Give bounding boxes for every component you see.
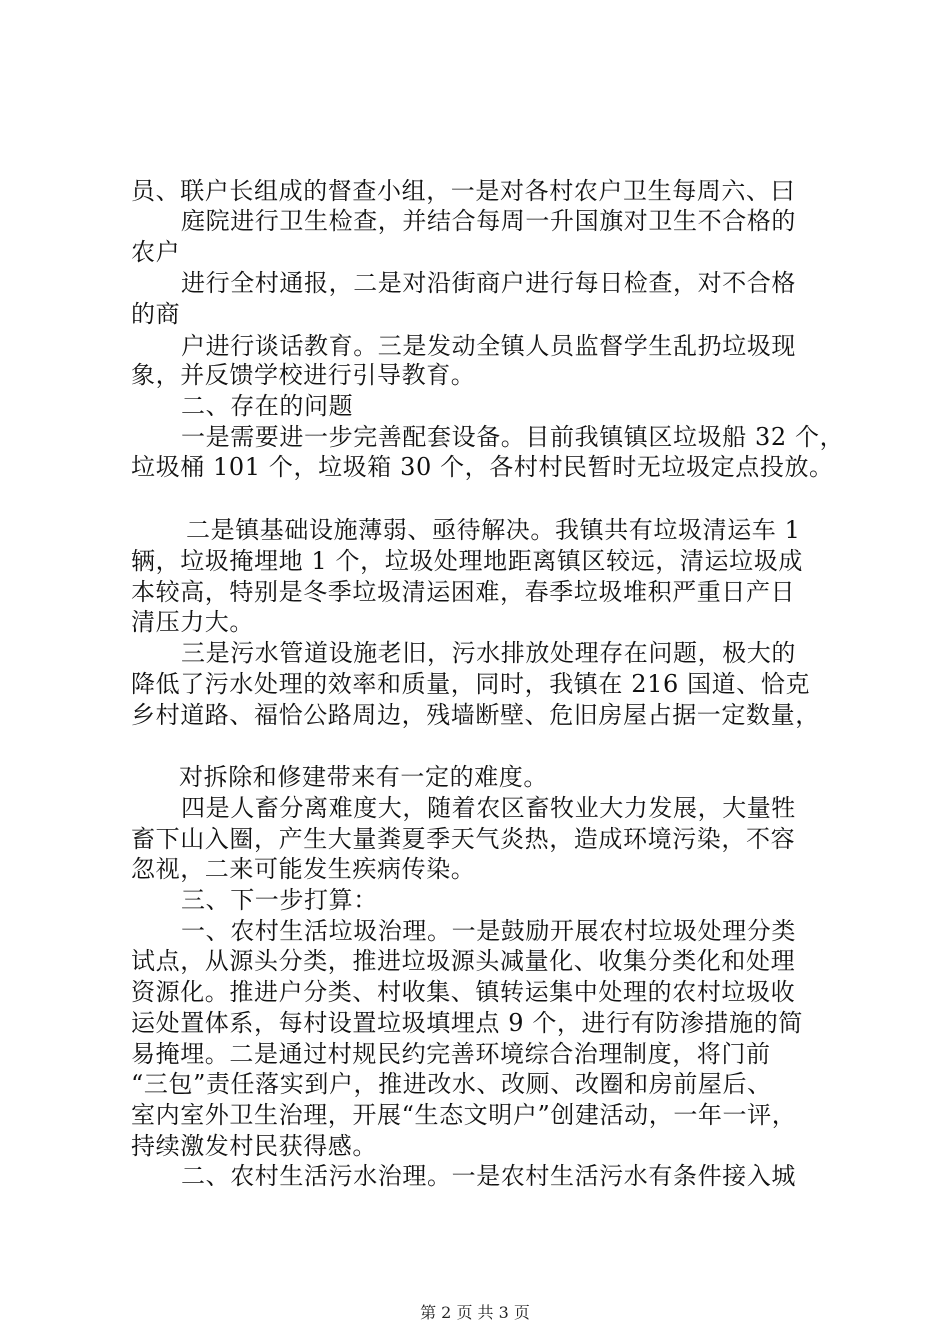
section-heading: 三、下一步打算： bbox=[181, 886, 378, 914]
section-heading: 二、存在的问题 bbox=[181, 392, 354, 420]
text-line: 忽视，二来可能发生疾病传染。 bbox=[131, 855, 476, 883]
text-line: 户进行谈话教育。三是发动全镇人员监督学生乱扔垃圾现 bbox=[181, 332, 796, 360]
text-line: 对拆除和修建带来有一定的难度。 bbox=[179, 763, 548, 791]
text-line: 运处置体系，每村设置垃圾填埋点 9 个，进行有防渗措施的简 bbox=[131, 1009, 803, 1037]
text-line: 一、农村生活垃圾治理。一是鼓励开展农村垃圾处理分类 bbox=[181, 917, 796, 945]
text-line: 清压力大。 bbox=[131, 608, 254, 636]
text-line: 本较高，特别是冬季垃圾清运困难，春季垃圾堆积严重日产日 bbox=[131, 578, 796, 606]
text-line: 的商 bbox=[131, 300, 181, 328]
text-line: 畜下山入圈，产生大量粪夏季天气炎热，造成环境污染，不容 bbox=[131, 825, 796, 853]
text-line: 一是需要进一步完善配套设备。目前我镇镇区垃圾船 32 个， bbox=[181, 423, 845, 451]
text-line: 二是镇基础设施薄弱、亟待解决。我镇共有垃圾清运车 1 bbox=[186, 516, 801, 544]
text-line: 易掩埋。二是通过村规民约完善环境综合治理制度，将门前 bbox=[131, 1040, 771, 1068]
text-line: 试点，从源头分类，推进垃圾源头减量化、收集分类化和处理 bbox=[131, 947, 796, 975]
text-line: 员、联户长组成的督查小组，一是对各村农户卫生每周六、曰 bbox=[131, 177, 796, 205]
text-line: 垃圾桶 101 个，垃圾箱 30 个，各村村民暂时无垃圾定点投放。 bbox=[131, 453, 834, 481]
text-line: 四是人畜分离难度大，随着农区畜牧业大力发展，大量牲 bbox=[181, 794, 796, 822]
text-line: 农户 bbox=[131, 238, 181, 266]
text-line: 辆，垃圾掩埋地 1 个，垃圾处理地距离镇区较远，清运垃圾成 bbox=[131, 547, 803, 575]
text-line: 庭院进行卫生检查，并结合每周一升国旗对卫生不合格的 bbox=[181, 207, 796, 235]
text-line: 降低了污水处理的效率和质量，同时，我镇在 216 国道、恰克 bbox=[131, 670, 811, 698]
text-line: 象，并反馈学校进行引导教育。 bbox=[131, 361, 476, 389]
text-line: 资源化。推进户分类、村收集、镇转运集中处理的农村垃圾收 bbox=[131, 978, 796, 1006]
page-number-footer: 第 2 页 共 3 页 bbox=[420, 1303, 530, 1322]
text-line: 三是污水管道设施老旧，污水排放处理存在问题，极大的 bbox=[181, 639, 796, 667]
text-line: 室内室外卫生治理，开展“生态文明户”创建活动，一年一评， bbox=[131, 1101, 797, 1129]
text-line: 乡村道路、福恰公路周边，残墙断壁、危旧房屋占据一定数量， bbox=[131, 701, 820, 729]
text-line: 二、农村生活污水治理。一是农村生活污水有条件接入城 bbox=[181, 1162, 796, 1190]
text-line: 持续激发村民获得感。 bbox=[131, 1132, 377, 1160]
text-line: 进行全村通报，二是对沿街商户进行每日检查，对不合格 bbox=[181, 269, 796, 297]
text-line: “三包”责任落实到户，推进改水、改厕、改圈和房前屋后、 bbox=[131, 1070, 772, 1098]
